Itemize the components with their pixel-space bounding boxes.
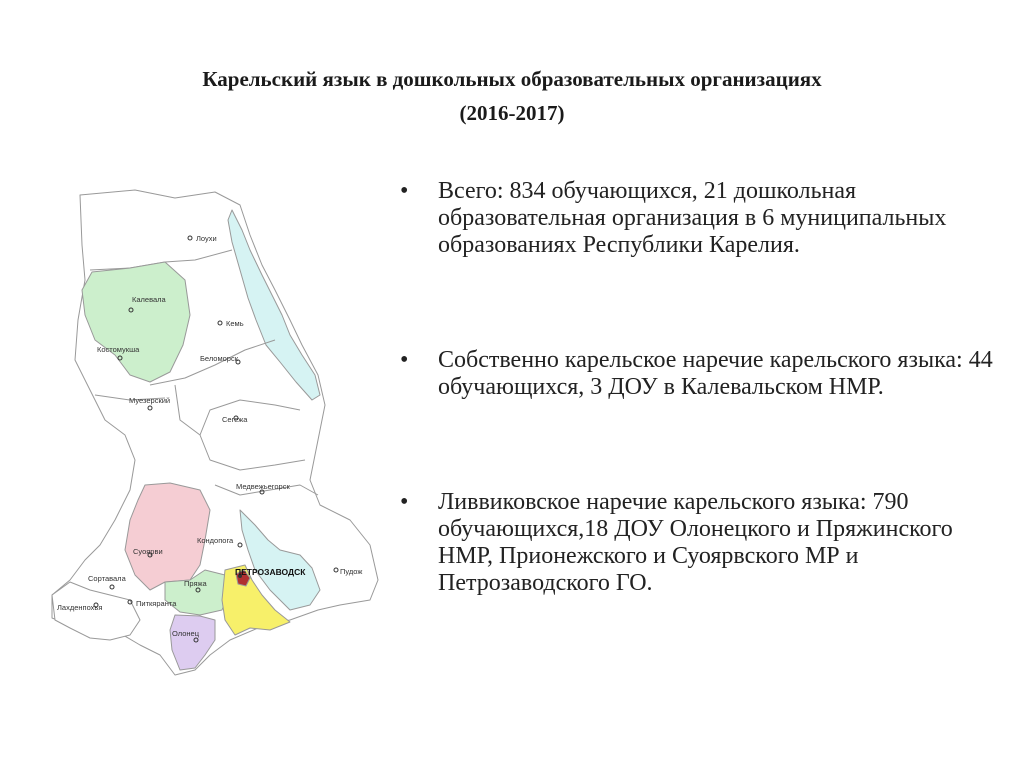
bullet-marker: • <box>400 178 409 204</box>
city-label-suoyarvi: Суоярви <box>133 547 163 556</box>
city-belomorsk <box>200 354 240 364</box>
title-line-1: Карельский язык в дошкольных образовательных организациях <box>202 67 822 91</box>
region-olonets <box>170 615 215 670</box>
bullet-text: Собственно карельское наречие карельского языка: 44 обучающихся, 3 ДОУ в Калевальском НМР. <box>438 347 993 400</box>
city-label-kem: Кемь <box>226 319 244 328</box>
city-label-louhi: Лоухи <box>196 234 217 243</box>
city-label-lahdenpohya: Лахденпохья <box>57 603 103 612</box>
city-label-medvezhyegorsk: Медвежьегорск <box>236 482 290 491</box>
bullet-item-livvi <box>400 489 1000 597</box>
bullet-text: Всего: 834 обучающихся, 21 дошкольная образовательная организация в 6 муниципальных образованиях Республики Карелия. <box>438 178 947 258</box>
city-label-segezha: Сегежа <box>222 415 248 424</box>
city-label-petrozavodsk: ПЕТРОЗАВОДСК <box>235 567 306 577</box>
city-petrozavodsk <box>235 567 306 578</box>
city-label-sortavala: Сортавала <box>88 574 126 583</box>
city-lahdenpohya <box>57 603 102 612</box>
title-line-2: (2016-2017) <box>459 101 565 125</box>
city-label-belomorsk: Беломорск <box>200 354 239 363</box>
city-label-kostomuksha: Костомукша <box>97 345 140 354</box>
karelia-map <box>0 150 400 690</box>
bullet-item-karelian-proper <box>400 347 1000 401</box>
city-label-olonets: Олонец <box>172 629 199 638</box>
city-label-pitkyaranta: Питкяранта <box>136 599 177 608</box>
bullet-marker: • <box>400 347 409 373</box>
city-label-kalevala: Калевала <box>132 295 166 304</box>
bullet-marker: • <box>400 489 409 515</box>
bullet-list <box>400 178 1000 597</box>
city-label-pryazha: Пряжа <box>184 579 207 588</box>
bullet-text: Ливвиковское наречие карельского языка: 790 обучающихся,18 ДОУ Олонецкого и Пряжинского НМР, Прионежского и Суоярвского МР и Петрозаводского ГО. <box>438 489 953 596</box>
city-suoyarvi <box>133 547 163 557</box>
city-segezha <box>222 415 248 424</box>
page-title <box>40 62 984 130</box>
city-label-pudozh: Пудож <box>340 567 363 576</box>
bullet-item-total <box>400 178 1000 259</box>
city-label-kondopoga: Кондопога <box>197 536 234 545</box>
city-label-muezersky: Муезерский <box>129 396 171 405</box>
city-pitkyaranta <box>128 599 177 608</box>
